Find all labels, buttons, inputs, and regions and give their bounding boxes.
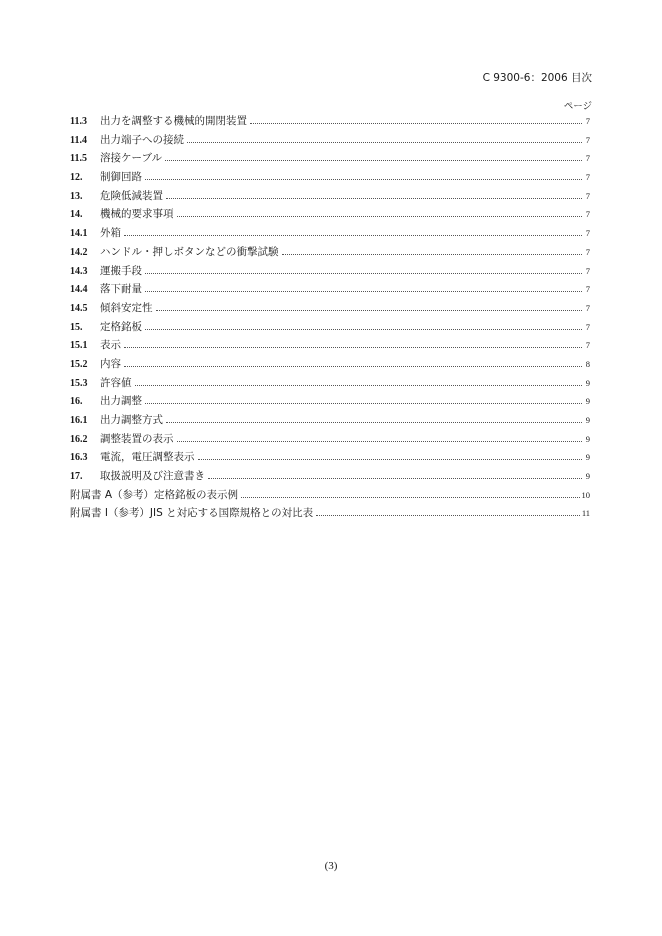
toc-entry-page: 7 bbox=[585, 246, 590, 257]
toc-entry-page: 7 bbox=[585, 265, 590, 276]
toc-entry-page: 7 bbox=[585, 284, 590, 295]
toc-entry bbox=[70, 468, 590, 487]
toc-entry bbox=[70, 337, 590, 356]
toc-entry-title: 機械的要求事項 bbox=[100, 208, 174, 221]
toc-entry bbox=[70, 375, 590, 394]
toc-entry bbox=[70, 300, 590, 319]
toc-entry-number: 15.3 bbox=[70, 377, 88, 389]
toc-entry-number: 17. bbox=[70, 471, 83, 483]
toc-entry-page: 7 bbox=[585, 302, 590, 313]
toc-leader-dots bbox=[145, 403, 582, 404]
toc-entry-title: 落下耐量 bbox=[100, 283, 142, 296]
toc-entry-title: 運搬手段 bbox=[100, 264, 142, 277]
toc-entry-title: 定格銘板 bbox=[100, 320, 142, 333]
toc-entry bbox=[70, 263, 590, 282]
toc-leader-dots bbox=[166, 198, 582, 199]
toc-entry-title: 制御回路 bbox=[100, 171, 142, 184]
toc-entry-page: 9 bbox=[585, 377, 590, 388]
toc-annex-page: 11 bbox=[581, 508, 590, 519]
toc-entry-number: 14.5 bbox=[70, 302, 88, 314]
toc-entry-title: 溶接ケーブル bbox=[100, 152, 163, 165]
toc-entry-title: 出力端子への接続 bbox=[100, 133, 184, 146]
toc-entry bbox=[70, 393, 590, 412]
toc-entry-number: 14.3 bbox=[70, 265, 88, 277]
toc-entry-page: 9 bbox=[585, 452, 590, 463]
toc-entry-page: 7 bbox=[585, 209, 590, 220]
toc-entry-number: 15. bbox=[70, 321, 83, 333]
toc-annex-entry bbox=[70, 487, 590, 506]
toc-entry-number: 14. bbox=[70, 209, 83, 221]
page-column-label: ページ bbox=[563, 101, 592, 112]
table-of-contents bbox=[70, 113, 590, 524]
toc-entry-title: 危険低減装置 bbox=[100, 189, 163, 202]
toc-entry-title: ハンドル・押しボタンなどの衝撃試験 bbox=[100, 245, 279, 258]
toc-entry-number: 15.2 bbox=[70, 358, 88, 370]
toc-leader-dots bbox=[177, 441, 583, 442]
toc-entry-number: 13. bbox=[70, 190, 83, 202]
toc-entry-number: 11.4 bbox=[70, 134, 87, 146]
toc-entry bbox=[70, 169, 590, 188]
toc-leader-dots bbox=[156, 310, 583, 311]
toc-entry-title: 内容 bbox=[100, 357, 121, 370]
toc-entry-page: 7 bbox=[585, 321, 590, 332]
toc-entry bbox=[70, 281, 590, 300]
toc-entry bbox=[70, 132, 590, 151]
toc-leader-dots bbox=[208, 478, 582, 479]
toc-entry bbox=[70, 319, 590, 338]
toc-entry-number: 11.3 bbox=[70, 116, 87, 127]
toc-entry-number: 16.2 bbox=[70, 433, 88, 445]
toc-leader-dots bbox=[145, 329, 582, 330]
toc-entry-title: 調整装置の表示 bbox=[100, 432, 174, 445]
toc-entry-number: 16. bbox=[70, 396, 83, 408]
toc-annex-page: 10 bbox=[581, 489, 590, 500]
toc-entry-title: 出力調整方式 bbox=[100, 414, 163, 426]
toc-entry-title: 許容値 bbox=[100, 376, 132, 389]
toc-entry-number: 14.2 bbox=[70, 246, 88, 258]
toc-entry bbox=[70, 244, 590, 263]
document-header: C 9300-6：2006 目次 bbox=[482, 72, 592, 84]
toc-entry bbox=[70, 206, 590, 225]
toc-entry bbox=[70, 431, 590, 450]
toc-entry-page: 7 bbox=[585, 134, 590, 145]
toc-entry-page: 7 bbox=[585, 228, 590, 239]
toc-leader-dots bbox=[198, 459, 583, 460]
toc-entry-number: 11.5 bbox=[70, 153, 87, 165]
toc-leader-dots bbox=[124, 366, 582, 367]
toc-leader-dots bbox=[177, 216, 583, 217]
toc-entry-title: 外箱 bbox=[100, 227, 121, 240]
toc-entry-number: 16.1 bbox=[70, 415, 88, 426]
toc-entry bbox=[70, 113, 590, 132]
toc-annex-title: 附属書 A（参考）定格銘板の表示例 bbox=[70, 488, 239, 501]
toc-entry-title: 出力調整 bbox=[100, 395, 142, 408]
toc-entry-page: 9 bbox=[585, 415, 590, 425]
toc-entry-number: 16.3 bbox=[70, 452, 88, 464]
toc-entry bbox=[70, 449, 590, 468]
toc-leader-dots bbox=[145, 273, 582, 274]
toc-leader-dots bbox=[250, 123, 582, 124]
toc-leader-dots bbox=[187, 142, 582, 143]
toc-entry-title: 電流，電圧調整表示 bbox=[100, 451, 195, 464]
toc-entry-number: 15.1 bbox=[70, 340, 88, 352]
page-number: (3) bbox=[324, 860, 338, 872]
toc-leader-dots bbox=[241, 497, 579, 498]
toc-leader-dots bbox=[316, 515, 580, 516]
toc-entry-page: 9 bbox=[585, 396, 590, 407]
toc-entry-title: 取扱説明及び注意書き bbox=[100, 470, 205, 483]
toc-leader-dots bbox=[124, 235, 582, 236]
toc-entry-page: 9 bbox=[585, 433, 590, 444]
toc-entry-page: 7 bbox=[585, 153, 590, 164]
toc-entry-title: 傾斜安定性 bbox=[100, 301, 153, 314]
toc-leader-dots bbox=[165, 160, 582, 161]
toc-entry-page: 7 bbox=[585, 340, 590, 351]
toc-leader-dots bbox=[145, 291, 582, 292]
toc-entry-number: 14.1 bbox=[70, 228, 88, 240]
toc-entry-page: 7 bbox=[585, 172, 590, 183]
toc-entry-number: 12. bbox=[70, 172, 83, 184]
toc-leader-dots bbox=[282, 254, 583, 255]
toc-leader-dots bbox=[166, 422, 582, 423]
toc-entry bbox=[70, 150, 590, 169]
toc-annex-entry bbox=[70, 505, 590, 524]
toc-entry bbox=[70, 356, 590, 375]
toc-entry-page: 8 bbox=[585, 358, 590, 369]
toc-entry bbox=[70, 188, 590, 207]
toc-entry-title: 表示 bbox=[100, 339, 121, 352]
toc-leader-dots bbox=[145, 179, 582, 180]
toc-leader-dots bbox=[124, 347, 582, 348]
toc-entry-page: 7 bbox=[585, 116, 590, 126]
toc-entry-number: 14.4 bbox=[70, 284, 88, 296]
toc-entry-page: 7 bbox=[585, 190, 590, 201]
toc-entry bbox=[70, 225, 590, 244]
toc-entry-title: 出力を調整する機械的開閉装置 bbox=[100, 115, 247, 127]
toc-entry-page: 9 bbox=[585, 471, 590, 482]
toc-annex-title: 附属書 I（参考）JIS と対応する国際規格との対比表 bbox=[70, 507, 314, 520]
toc-leader-dots bbox=[135, 385, 583, 386]
toc-entry bbox=[70, 412, 590, 431]
